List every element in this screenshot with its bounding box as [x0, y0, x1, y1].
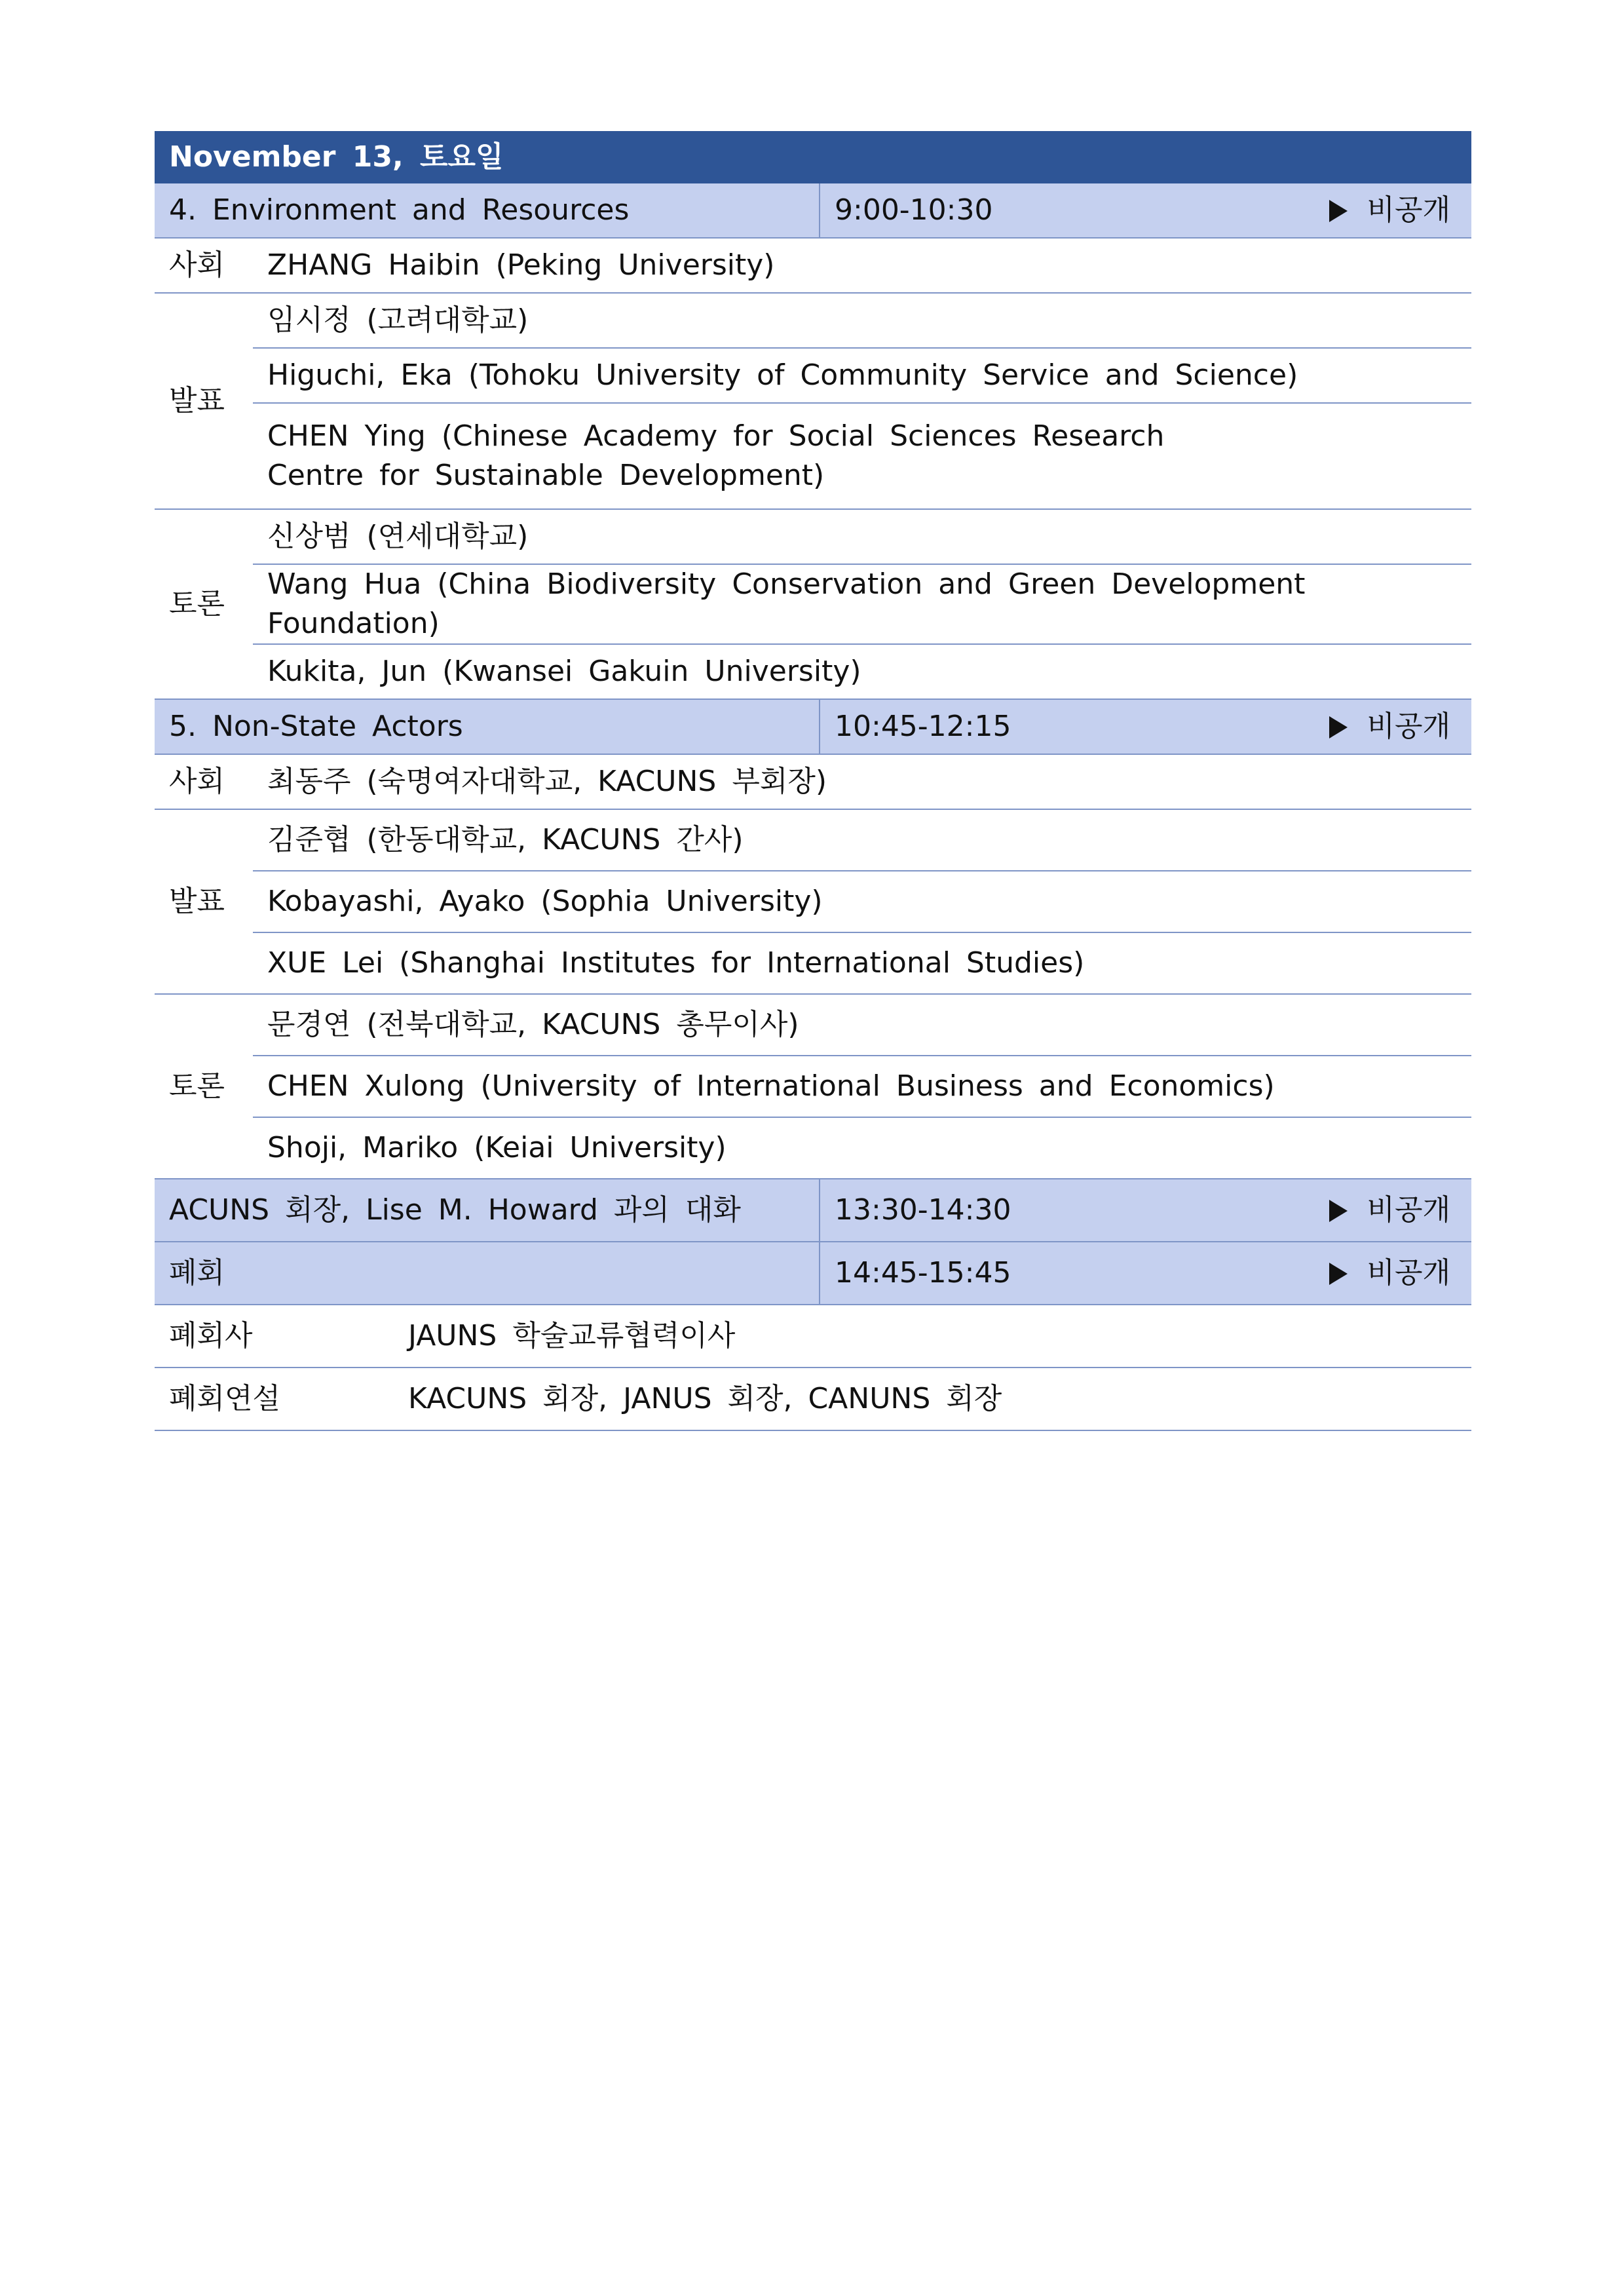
- presenter-name: Kobayashi, Ayako (Sophia University): [253, 871, 1471, 932]
- session-header-row: [155, 183, 1471, 238]
- closing-time: 14:45-15:45: [820, 1242, 1209, 1305]
- closing-detail-label: 폐회사: [155, 1305, 394, 1368]
- discussant-name: CHEN Xulong (University of International Business and Economics): [253, 1056, 1471, 1117]
- discussant-row: [155, 564, 1471, 644]
- closing-row: [155, 1242, 1471, 1305]
- moderator-name: ZHANG Haibin (Peking University): [253, 238, 1471, 293]
- closing-title: 폐회: [155, 1242, 820, 1305]
- dialogue-row: [155, 1179, 1471, 1242]
- closing-status: [1209, 1242, 1471, 1305]
- play-triangle-icon: [1329, 1263, 1348, 1285]
- session-time: 9:00-10:30: [820, 183, 1209, 238]
- session-status-label: 비공개: [1367, 710, 1451, 743]
- day-title: November 13, 토요일: [155, 131, 1471, 183]
- discussant-row: [155, 509, 1471, 564]
- play-triangle-icon: [1329, 200, 1348, 222]
- closing-detail-row: [155, 1368, 1471, 1430]
- session-time: 10:45-12:15: [820, 699, 1209, 754]
- session-status: [1209, 183, 1471, 238]
- closing-detail-value: KACUNS 회장, JANUS 회장, CANUNS 회장: [394, 1368, 1471, 1430]
- presenter-row: [155, 293, 1471, 348]
- discussant-name: Kukita, Jun (Kwansei Gakuin University): [253, 644, 1471, 699]
- closing-detail-row: [155, 1305, 1471, 1368]
- schedule-sheet: [155, 131, 1471, 1431]
- session-title: 4. Environment and Resources: [155, 183, 820, 238]
- closing-detail-value: JAUNS 학술교류협력이사: [394, 1305, 1471, 1368]
- closing-detail-label: 폐회연설: [155, 1368, 394, 1430]
- role-label: 사회: [155, 238, 253, 293]
- session-title: 5. Non-State Actors: [155, 699, 820, 754]
- moderator-row: [155, 754, 1471, 809]
- day-header-row: [155, 131, 1471, 183]
- presenter-row: [155, 932, 1471, 994]
- schedule-table: [155, 131, 1471, 1431]
- discussant-name: 문경연 (전북대학교, KACUNS 총무이사): [253, 994, 1471, 1056]
- discussant-name: Wang Hua (China Biodiversity Conservation and Green Development Foundation): [253, 564, 1471, 644]
- discussant-row: [155, 994, 1471, 1056]
- role-label: 발표: [155, 809, 253, 994]
- moderator-name: 최동주 (숙명여자대학교, KACUNS 부회장): [253, 754, 1471, 809]
- presenter-row: [155, 403, 1471, 509]
- dialogue-status-label: 비공개: [1367, 1193, 1451, 1227]
- discussant-row: [155, 1117, 1471, 1179]
- role-label: 토론: [155, 994, 253, 1179]
- play-triangle-icon: [1329, 1200, 1348, 1222]
- discussant-name: Shoji, Mariko (Keiai University): [253, 1117, 1471, 1179]
- dialogue-status: [1209, 1179, 1471, 1242]
- closing-status-label: 비공개: [1367, 1256, 1451, 1290]
- role-label: 발표: [155, 293, 253, 509]
- presenter-name: 임시정 (고려대학교): [253, 293, 1471, 348]
- presenter-row: [155, 809, 1471, 871]
- session-status-label: 비공개: [1367, 193, 1451, 227]
- play-triangle-icon: [1329, 716, 1348, 738]
- session-header-row: [155, 699, 1471, 754]
- role-label: 사회: [155, 754, 253, 809]
- presenter-name: CHEN Ying (Chinese Academy for Social Sciences Research Centre for Sustainable Development): [253, 403, 1209, 509]
- discussant-name: 신상범 (연세대학교): [253, 509, 1471, 564]
- presenter-row: [155, 348, 1471, 403]
- discussant-row: [155, 1056, 1471, 1117]
- presenter-row: [155, 871, 1471, 932]
- moderator-row: [155, 238, 1471, 293]
- presenter-name: 김준협 (한동대학교, KACUNS 간사): [253, 809, 1471, 871]
- presenter-name: Higuchi, Eka (Tohoku University of Community Service and Science): [253, 348, 1471, 403]
- session-status: [1209, 699, 1471, 754]
- dialogue-title: ACUNS 회장, Lise M. Howard 과의 대화: [155, 1179, 820, 1242]
- discussant-row: [155, 644, 1471, 699]
- dialogue-time: 13:30-14:30: [820, 1179, 1209, 1242]
- presenter-name: XUE Lei (Shanghai Institutes for International Studies): [253, 932, 1471, 994]
- role-label: 토론: [155, 509, 253, 699]
